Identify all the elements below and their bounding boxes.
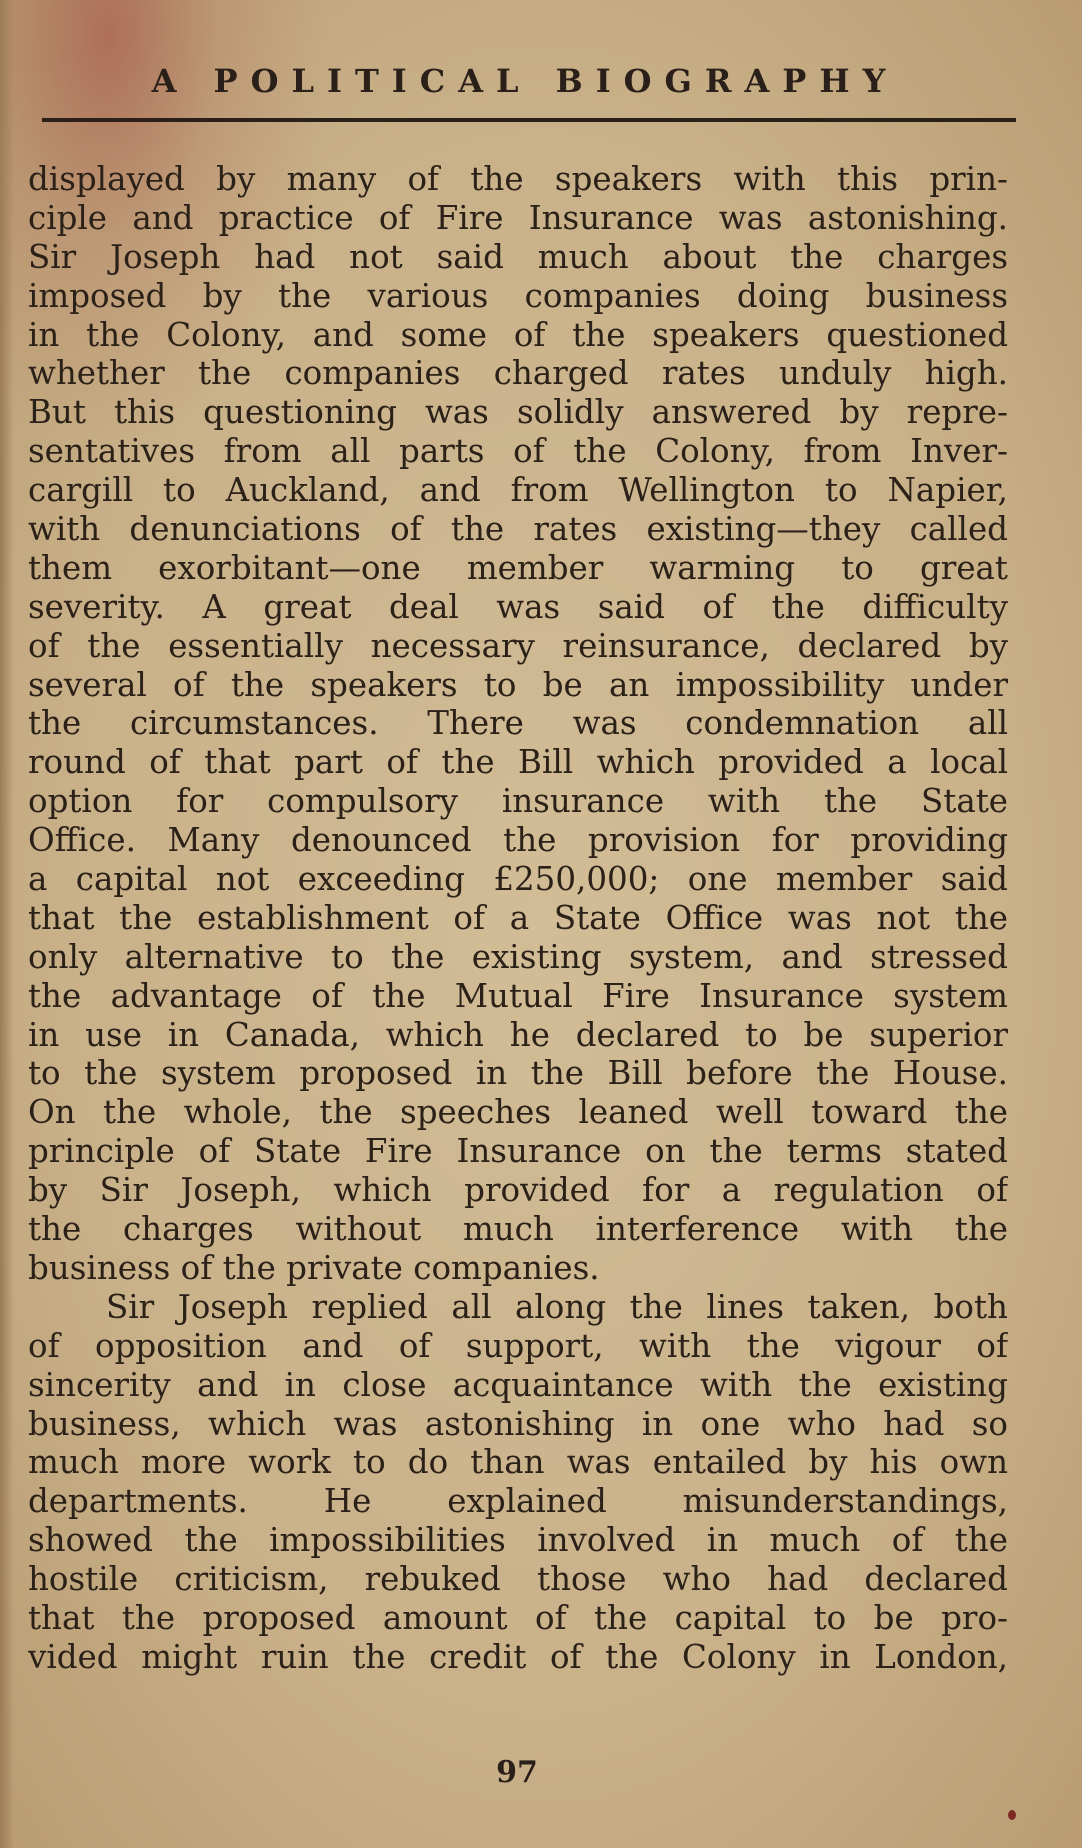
text-line: the circumstances. There was condemnation all: [28, 704, 1008, 743]
text-line: On the whole, the speeches leaned well toward the: [28, 1093, 1008, 1132]
text-line: that the proposed amount of the capital to be pro-: [28, 1598, 1008, 1637]
text-line: only alternative to the existing system, and stressed: [28, 937, 1008, 976]
text-line: in the Colony, and some of the speakers questioned: [28, 315, 1008, 354]
text-line: imposed by the various companies doing business: [28, 276, 1008, 315]
text-line: cargill to Auckland, and from Wellington to Napier,: [28, 471, 1008, 510]
text-line: of the essentially necessary reinsurance, declared by: [28, 626, 1008, 665]
text-line: in use in Canada, which he declared to be superior: [28, 1015, 1008, 1054]
text-line: ciple and practice of Fire Insurance was astonishing.: [28, 198, 1008, 237]
text-line: sincerity and in close acquaintance with the existing: [28, 1365, 1008, 1404]
text-line: that the establishment of a State Office was not the: [28, 898, 1008, 937]
text-line: several of the speakers to be an impossibility under: [28, 665, 1008, 704]
text-line: a capital not exceeding £250,000; one member said: [28, 860, 1008, 899]
text-line: displayed by many of the speakers with this prin-: [28, 160, 1008, 198]
text-line: Sir Joseph had not said much about the charges: [28, 237, 1008, 276]
text-line: departments. He explained misunderstandings,: [28, 1482, 1008, 1521]
body-text: [28, 160, 1008, 1677]
text-line: whether the companies charged rates unduly high.: [28, 354, 1008, 393]
ink-stain: [1008, 1810, 1016, 1820]
running-head: A POLITICAL BIOGRAPHY: [151, 62, 899, 100]
text-line: round of that part of the Bill which provided a local: [28, 743, 1008, 782]
text-line: the advantage of the Mutual Fire Insurance system: [28, 976, 1008, 1015]
text-line: with denunciations of the rates existing—they called: [28, 510, 1008, 549]
text-line: to the system proposed in the Bill before the House.: [28, 1054, 1008, 1093]
text-line: But this questioning was solidly answered by repre-: [28, 393, 1008, 432]
text-line: option for compulsory insurance with the State: [28, 782, 1008, 821]
text-line: the charges without much interference with the: [28, 1210, 1008, 1249]
text-line: severity. A great deal was said of the difficulty: [28, 587, 1008, 626]
text-line: by Sir Joseph, which provided for a regulation of: [28, 1171, 1008, 1210]
text-line: of opposition and of support, with the vigour of: [28, 1326, 1008, 1365]
text-line: sentatives from all parts of the Colony, from Inver-: [28, 432, 1008, 471]
text-line: hostile criticism, rebuked those who had declared: [28, 1560, 1008, 1599]
header-rule: [42, 118, 1016, 122]
page-number: 97: [496, 1755, 538, 1790]
text-line: much more work to do than was entailed by his own: [28, 1443, 1008, 1482]
text-line: business, which was astonishing in one who had so: [28, 1404, 1008, 1443]
text-line: Office. Many denounced the provision for providing: [28, 821, 1008, 860]
text-line: vided might ruin the credit of the Colony in London,: [28, 1637, 1008, 1676]
page-edge-shadow: [0, 0, 14, 1848]
paragraph-start-line: Sir Joseph replied all along the lines taken, both: [106, 1287, 1008, 1326]
text-line: showed the impossibilities involved in much of the: [28, 1521, 1008, 1560]
text-line: principle of State Fire Insurance on the terms stated: [28, 1132, 1008, 1171]
paragraph-end-line: business of the private companies.: [28, 1248, 600, 1287]
text-line: them exorbitant—one member warming to great: [28, 548, 1008, 587]
